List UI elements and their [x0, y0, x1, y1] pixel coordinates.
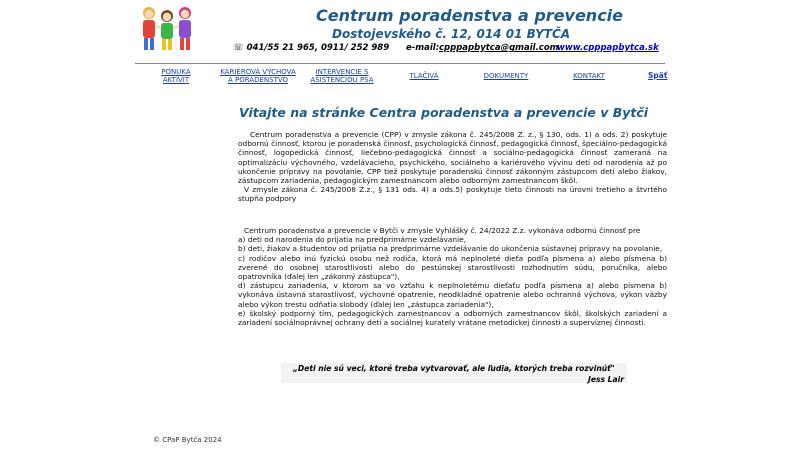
- nav-ponuka-aktivit[interactable]: [158, 68, 194, 84]
- nav-tlaciva[interactable]: [404, 72, 444, 80]
- nav-label: AKTIVÍT: [162, 76, 190, 84]
- nav-label: KONTAKT: [573, 72, 605, 80]
- phone-numbers: 041/55 21 965, 0911/ 252 989: [246, 43, 390, 53]
- header-divider: [135, 63, 665, 64]
- intro-paragraph: Centrum poradenstva a prevencie (CPP) v zmysle zákona č. 245/2008 Z. z., § 130, ods. 1) a ods. 2) poskytuje odbornú činnosť, ktorou je poradenská činnosť, psychologická činnosť, pedagogická činnosť, špeciálno-pedagogická činnosť, logopedická činnosť, liečebno-pedagogická činnosť a sociálno-pedagogická činnosť zameraná na optimalizáciu výchovného, vzdelávacieho, psychického, sociálneho a kariérového vývinu detí od narodenia až po ukončenie prípravy na povolanie. CPP tiež poskytuje poradenskú činnosť zákonným zástupcom detí alebo žiakov, zástupcom zariadenia, pedagogickým zamestnancom alebo odborným zamestnancom škôl.: [238, 130, 667, 186]
- activities-section: [238, 226, 667, 327]
- nav-label: DOKUMENTY: [483, 72, 529, 80]
- list-item: a) deti od narodenia do prijatia na predprimárne vzdelávanie,: [238, 235, 467, 245]
- nav-label: INTERVENCIE S: [315, 68, 369, 76]
- intro-section: [238, 130, 667, 204]
- phone-icon: ☏: [233, 43, 244, 53]
- activities-intro: Centrum poradenstva a prevencie v Bytči v zmysle Vyhlášky č. 24/2022 Z.z. vykonáva odbornú činnosť pre: [244, 226, 641, 235]
- nav-label: A PORADENSTVO: [227, 76, 289, 84]
- website-link[interactable]: www.cpppapbytca.sk: [557, 43, 659, 53]
- site-title: Centrum poradenstva a prevencie: [316, 6, 624, 25]
- children-logo: [138, 4, 196, 54]
- nav-karierova-vychova[interactable]: [218, 68, 298, 84]
- back-link[interactable]: Späť: [648, 71, 668, 80]
- list-item: b) deti, žiakov a študentov od prijatia na predprimárne vzdelávanie do ukončenia sústavnej prípravy na povolanie,: [238, 244, 663, 254]
- list-item: d) zástupcu zariadenia, v ktorom sa vo vzťahu k neplnoletému dieťaťu podľa písmena a) alebo písmena b) vykonáva ústavná starostlivosť, výchovné opatrenie, neodkladné opatrenie alebo ochranná výchova, výkon väzby alebo výkon trestu odňatia slobody (ďalej len „zástupca zariadenia"),: [238, 281, 667, 309]
- contact-line: [233, 43, 659, 53]
- quote-author: Jess Lair: [588, 375, 624, 384]
- site-address: Dostojevského č. 12, 014 01 BYTČA: [332, 27, 571, 41]
- quote-text: „Deti nie sú veci, ktoré treba vytvarovať, ale ľudia, ktorých treba rozvinúť": [293, 364, 615, 373]
- nav-intervencie-psa[interactable]: [308, 68, 376, 84]
- nav-label: KARIÉROVÁ VÝCHOVA: [220, 68, 296, 76]
- list-item: e) školský podporný tím, pedagogických zamestnancov a odborných zamestnancov škôl, školských zariadení a zariadení sociálnoprávnej ochrany detí a sociálnej kurately vrátane metodickej činnosti a supervíznej činnosti.: [238, 308, 667, 328]
- nav-kontakt[interactable]: [569, 72, 609, 80]
- nav-label: PONUKA: [161, 68, 191, 76]
- nav-label: ASISTENCIOU PSA: [310, 76, 374, 84]
- page-heading: Vitajte na stránke Centra poradenstva a prevencie v Bytči: [239, 105, 649, 120]
- nav-dokumenty[interactable]: [480, 72, 532, 80]
- footer-copyright: © CPaP Bytča 2024: [153, 436, 222, 444]
- nav-label: TLAČIVÁ: [409, 72, 439, 80]
- list-item: c) rodičov alebo inú fyzickú osobu než rodiča, ktorá má neplnoleté dieťa podľa písmena a) alebo písmena b) zverené do osobnej starostlivosti alebo do pestúnskej starostlivosti rozhodnutím súdu, poručníka, alebo opatrovníka (ďalej len „zákonný zástupca"),: [238, 253, 667, 282]
- email-link[interactable]: cpppapbytca@gmail.com: [439, 43, 559, 53]
- support-levels-paragraph: V zmysle zákona č. 245/2008 Z.z., § 131 ods. 4) a ods.5) poskytuje tieto činnosti na úrovni tretieho a štvrtého stupňa podpory: [238, 185, 667, 204]
- email-label: e-mail:: [406, 43, 440, 53]
